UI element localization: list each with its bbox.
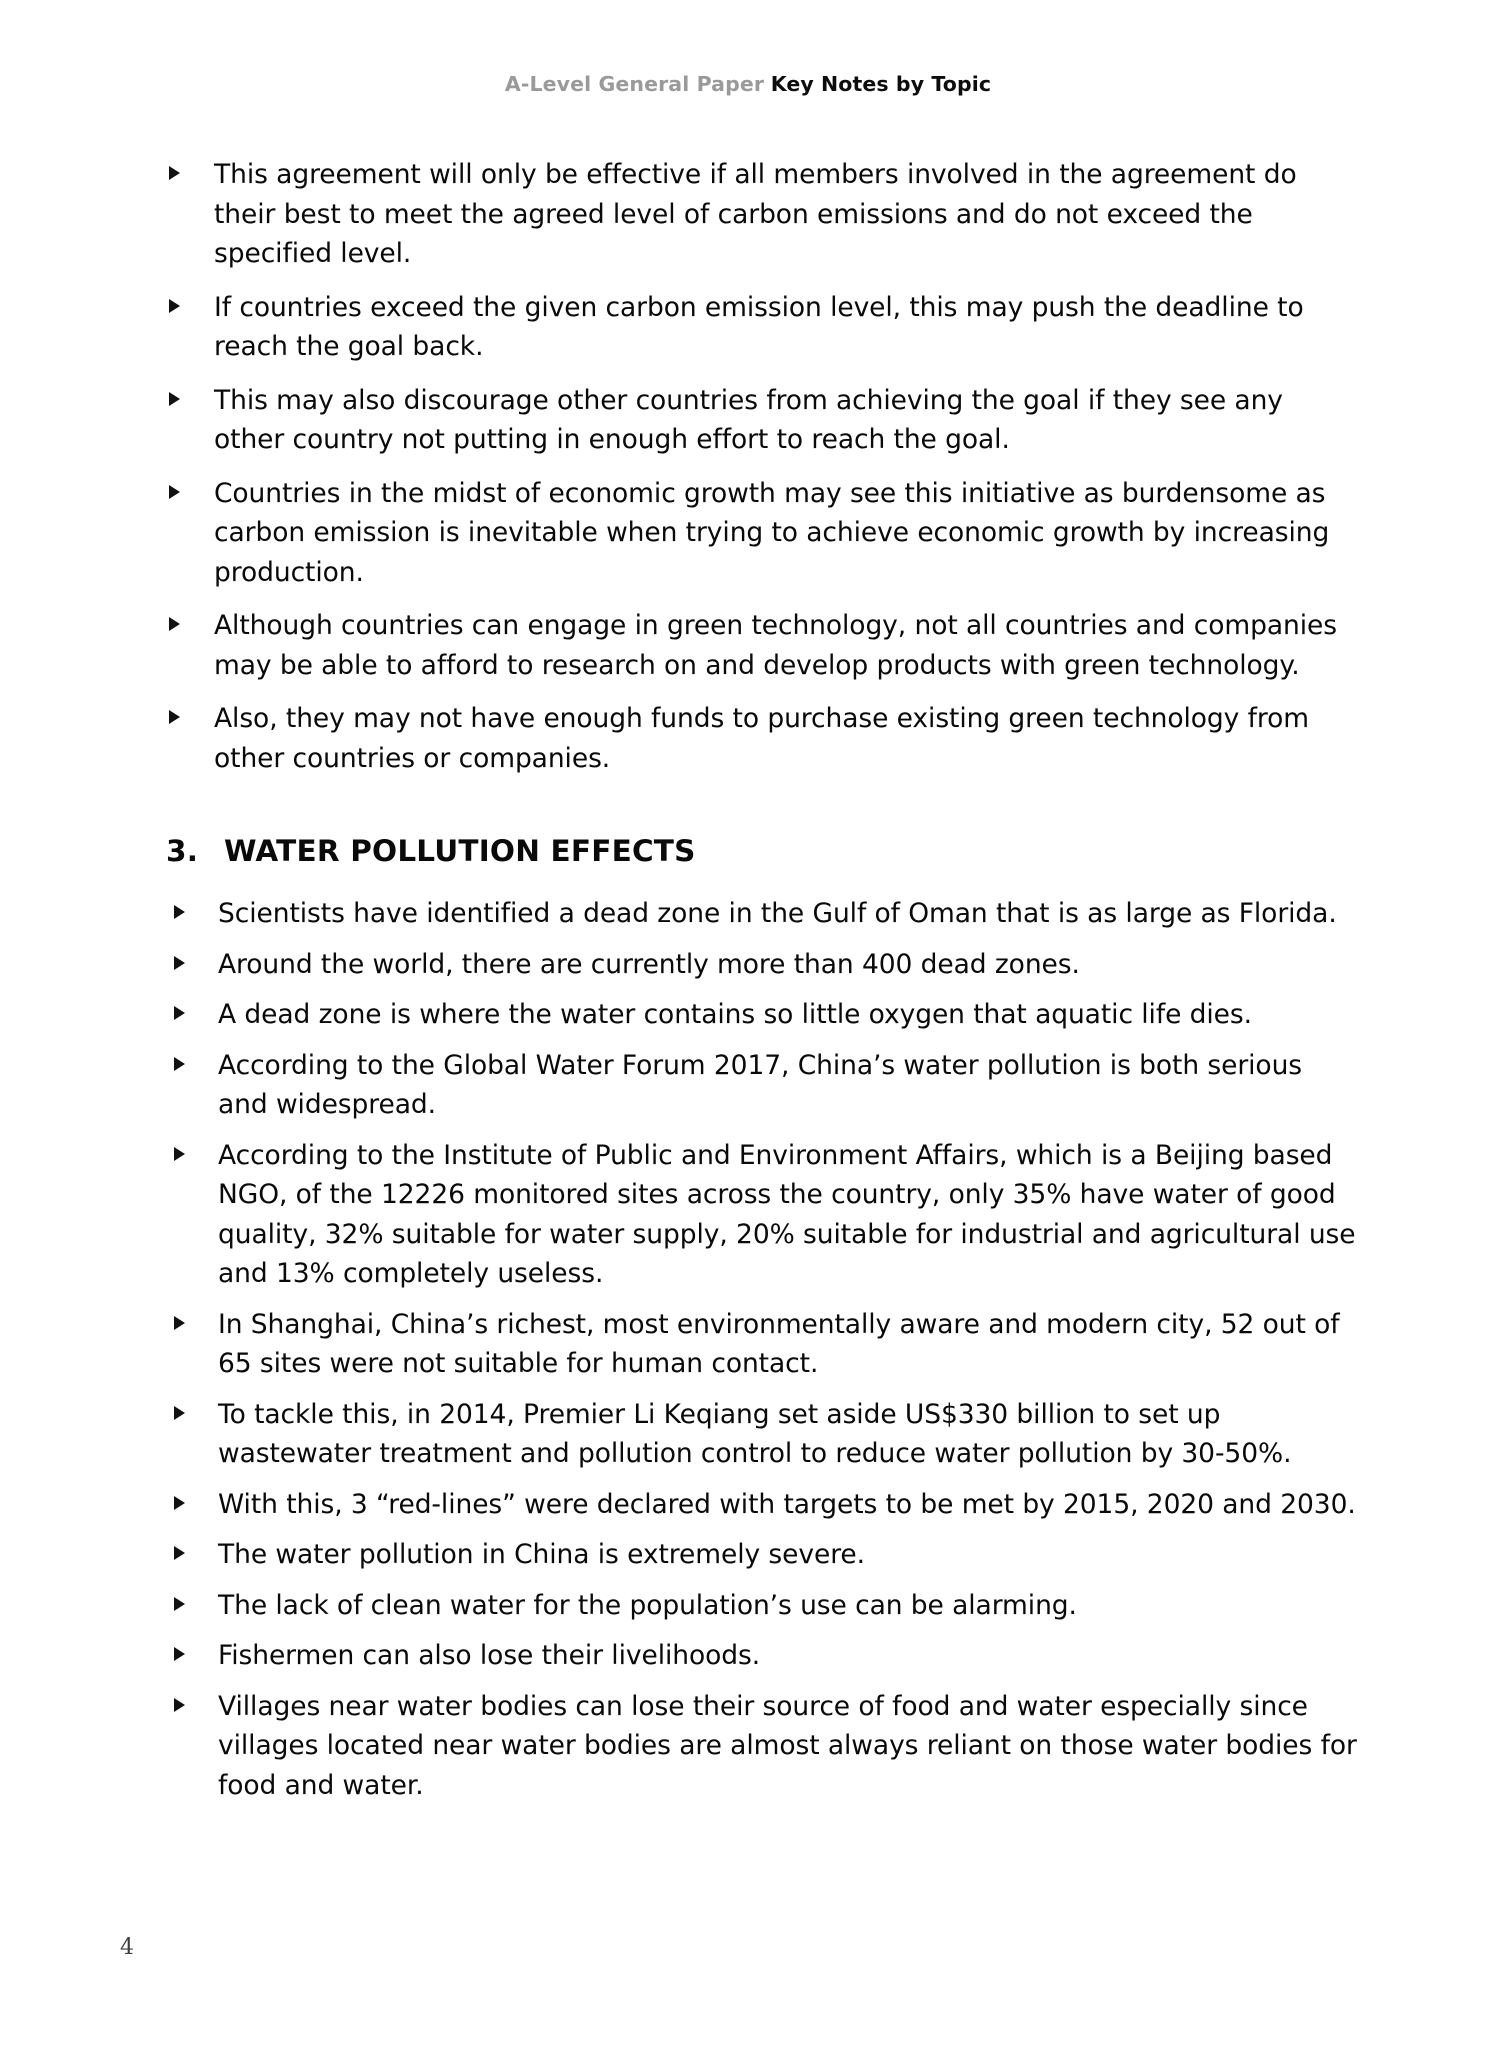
- list-item: [148, 1136, 1358, 1294]
- triangle-right-icon: [169, 392, 180, 406]
- running-header-title-strong: Key Notes by Topic: [770, 72, 992, 96]
- triangle-right-icon: [174, 1057, 185, 1071]
- section-bullet-list: [148, 894, 1358, 1805]
- triangle-right-icon: [174, 1496, 185, 1510]
- list-item-text: To tackle this, in 2014, Premier Li Keqiang set aside US$330 billion to set up wastewater treatment and pollution control to reduce water pollution by 30-50%.: [218, 1398, 1292, 1469]
- page-content: [148, 155, 1358, 1816]
- list-item-text: A dead zone is where the water contains so little oxygen that aquatic life dies.: [218, 999, 1252, 1030]
- triangle-right-icon: [174, 1316, 185, 1330]
- list-item: [148, 1305, 1358, 1384]
- list-item: [148, 288, 1358, 367]
- section-number: 3.: [166, 834, 199, 868]
- page-title: WATER POLLUTION EFFECTS: [224, 834, 696, 868]
- intro-bullet-list: [148, 155, 1358, 778]
- list-item-text: Fishermen can also lose their livelihoods.: [218, 1640, 761, 1671]
- list-item-text: If countries exceed the given carbon emission level, this may push the deadline to reach the goal back.: [214, 291, 1304, 362]
- triangle-right-icon: [169, 299, 180, 313]
- section-heading: [148, 834, 1358, 868]
- list-item-text: This may also discourage other countries from achieving the goal if they see any other country not putting in enough effort to reach the goal.: [214, 384, 1283, 455]
- list-item-text: The lack of clean water for the population’s use can be alarming.: [218, 1589, 1077, 1621]
- triangle-right-icon: [169, 617, 180, 631]
- list-item: [148, 155, 1358, 274]
- list-item: [148, 606, 1358, 685]
- list-item-text: According to the Global Water Forum 2017, China’s water pollution is both serious and widespread.: [218, 1049, 1303, 1120]
- list-item: [148, 1636, 1358, 1676]
- triangle-right-icon: [174, 1546, 185, 1560]
- list-item: [148, 381, 1358, 460]
- running-header-title-light: A-Level General Paper: [504, 72, 765, 96]
- list-item-text: Although countries can engage in green technology, not all countries and companies may be able to afford to research on and develop products with green technology.: [214, 610, 1337, 681]
- list-item: [148, 1586, 1358, 1626]
- list-item: [148, 474, 1358, 593]
- list-item: [148, 1046, 1358, 1125]
- list-item: [148, 1535, 1358, 1575]
- list-item-text: Around the world, there are currently more than 400 dead zones.: [218, 948, 1080, 980]
- list-item-text: According to the Institute of Public and Environment Affairs, which is a Beijing based NGO, of the 12226 monitored sites across the country, only 35% have water of good quality, 32% suitable for water supply, 20% suitable for industrial and agricultural use and 13% completely useless.: [218, 1139, 1356, 1289]
- list-item-text: With this, 3 “red-lines” were declared with targets to be met by 2015, 2020 and 2030.: [218, 1488, 1356, 1520]
- triangle-right-icon: [169, 710, 180, 724]
- triangle-right-icon: [174, 1698, 185, 1712]
- list-item-text: Villages near water bodies can lose their source of food and water especially since villages located near water bodies are almost always reliant on those water bodies for food and water.: [218, 1690, 1357, 1801]
- running-header: [0, 72, 1496, 96]
- triangle-right-icon: [174, 1597, 185, 1611]
- list-item-text: Also, they may not have enough funds to purchase existing green technology from other countries or companies.: [214, 703, 1309, 774]
- triangle-right-icon: [174, 1406, 185, 1420]
- list-item: [148, 1395, 1358, 1474]
- triangle-right-icon: [174, 956, 185, 970]
- triangle-right-icon: [169, 166, 180, 180]
- list-item-text: This agreement will only be effective if all members involved in the agreement do their best to meet the agreed level of carbon emissions and do not exceed the specified level.: [214, 159, 1297, 269]
- list-item: [148, 945, 1358, 985]
- page-number: 4: [120, 1935, 134, 1960]
- running-header-spacer: [764, 72, 771, 96]
- list-item: [148, 1485, 1358, 1525]
- list-item-text: Countries in the midst of economic growth may see this initiative as burdensome as carbon emission is inevitable when trying to achieve economic growth by increasing production.: [214, 477, 1330, 588]
- list-item-text: In Shanghai, China’s richest, most environmentally aware and modern city, 52 out of 65 sites were not suitable for human contact.: [218, 1308, 1340, 1379]
- list-item-text: Scientists have identified a dead zone in the Gulf of Oman that is as large as Florida.: [218, 898, 1337, 929]
- triangle-right-icon: [169, 485, 180, 499]
- list-item: [148, 1687, 1358, 1806]
- list-item: [148, 894, 1358, 934]
- triangle-right-icon: [174, 905, 185, 919]
- list-item: [148, 699, 1358, 778]
- triangle-right-icon: [174, 1647, 185, 1661]
- triangle-right-icon: [174, 1006, 185, 1020]
- list-item: [148, 995, 1358, 1035]
- triangle-right-icon: [174, 1147, 185, 1161]
- list-item-text: The water pollution in China is extremely severe.: [218, 1539, 865, 1570]
